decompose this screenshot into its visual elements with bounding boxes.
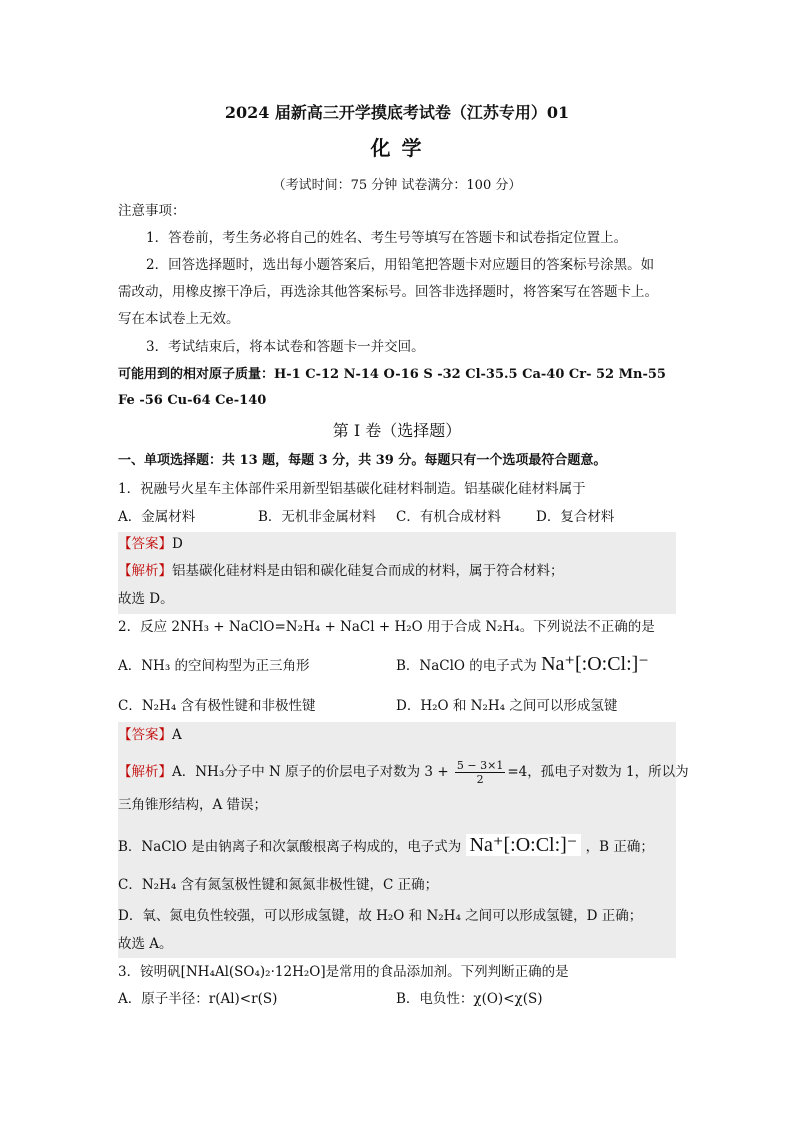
q1-answer: D — [172, 536, 183, 552]
q2-stem-suffix: 。下列说法不正确的是 — [519, 619, 655, 635]
q1-option-a: A．金属材料 — [118, 509, 196, 525]
q2-option-a: A．NH₃ 的空间构型为正三角形 — [118, 658, 310, 674]
q2-product: N₂H₄ — [485, 619, 520, 635]
q1-stem: 1．祝融号火星车主体部件采用新型铝基碳化硅材料制造。铝基碳化硅材料属于 — [118, 481, 586, 497]
q2-stem-prefix: 2．反应 — [118, 619, 172, 635]
q1-conclusion: 故选 D。 — [118, 591, 174, 607]
exam-title: 2024 届新高三开学摸底考试卷（江苏专用）01 — [224, 103, 570, 122]
q2-analysis-c: C．N₂H₄ 含有氮氢极性键和氮氮非极性键，C 正确； — [118, 877, 439, 893]
q2-analysis-a-prefix: A．NH₃分子中 N 原子的价层电子对数为 3 + — [172, 764, 449, 780]
answer-tag: 【答案】 — [118, 727, 172, 743]
q3-stem: 3．铵明矾[NH₄Al(SO₄)₂·12H₂O]是常用的食品添加剂。下列判断正确的是 — [118, 964, 569, 980]
part-title: 一、单项选择题：共 13 题，每题 3 分，共 39 分。每题只有一个选项最符合题意。 — [118, 453, 607, 468]
answer-tag: 【答案】 — [118, 536, 172, 552]
volume-title: 第 I 卷（选择题） — [332, 421, 462, 440]
q2-stem — [118, 618, 655, 636]
q2-analysis-a — [118, 758, 689, 786]
lone-pair-fraction — [455, 759, 505, 786]
naclo-electron-formula-image: Na⁺[:O:Cl:]⁻ — [466, 834, 582, 856]
q1-option-c: C．有机合成材料 — [396, 509, 501, 525]
analysis-tag: 【解析】 — [118, 764, 172, 780]
q2-answer-line — [118, 726, 182, 744]
q2-analysis-b-prefix: B．NaClO 是由钠离子和次氯酸根离子构成的，电子式为 — [118, 839, 462, 855]
subject-title: 化 学 — [370, 136, 424, 160]
q2-answer: A — [172, 727, 182, 743]
note-item-2-line-3: 写在本试卷上无效。 — [118, 311, 240, 327]
exam-time-info: （考试时间：75 分钟 试卷满分：100 分） — [272, 178, 522, 193]
q1-option-b: B．无机非金属材料 — [258, 509, 376, 525]
atomic-masses-line-2: Fe -56 Cu-64 Ce-140 — [118, 393, 267, 408]
notes-heading: 注意事项： — [118, 203, 186, 219]
note-item-3: 3．考试结束后，将本试卷和答题卡一并交回。 — [146, 339, 425, 355]
q2-analysis-b — [118, 834, 654, 859]
q2-equation: 2NH₃ + NaClO=N₂H₄ + NaCl + H₂O — [171, 619, 423, 635]
q2-analysis-b-suffix: ，B 正确； — [585, 839, 654, 855]
q2-option-b-label: B．NaClO 的电子式为 — [396, 658, 537, 674]
q2-conclusion: 故选 A。 — [118, 936, 173, 952]
atomic-masses-line-1: 可能用到的相对原子质量：H-1 C-12 N-14 O-16 S -32 Cl-35.5 Ca-40 Cr- 52 Mn-55 — [118, 367, 666, 382]
q1-answer-line — [118, 535, 183, 553]
q2-option-c: C．N₂H₄ 含有极性键和非极性键 — [118, 698, 316, 714]
q2-analysis-a-line-2: 三角锥形结构，A 错误； — [118, 797, 268, 813]
q1-analysis-line — [118, 562, 564, 580]
note-item-2-line-2: 需改动，用橡皮擦干净后，再选涂其他答案标号。回答非选择题时，将答案写在答题卡上。 — [118, 284, 658, 300]
q3-option-b: B．电负性：χ(O)<χ(S) — [396, 991, 543, 1007]
q2-analysis-d: D．氧、氮电负性较强，可以形成氢键，故 H₂O 和 N₂H₄ 之间可以形成氢键，D 正确； — [118, 908, 643, 924]
fraction-denominator: 2 — [476, 773, 484, 786]
q2-stem-middle: 用于合成 — [422, 619, 486, 635]
naclo-electron-formula: Na⁺[:O:Cl:]⁻ — [541, 653, 649, 675]
q1-option-d: D．复合材料 — [536, 509, 615, 525]
q2-option-d: D．H₂O 和 N₂H₄ 之间可以形成氢键 — [396, 698, 618, 714]
q2-analysis-a-suffix: =4，孤电子对数为 1，所以为 — [507, 764, 689, 780]
q3-option-a: A．原子半径：r(Al)<r(S) — [118, 991, 278, 1007]
q2-option-b — [396, 653, 649, 675]
note-item-2-line-1: 2．回答选择题时，选出每小题答案后，用铅笔把答题卡对应题目的答案标号涂黑。如 — [146, 257, 655, 273]
q1-analysis: 铝基碳化硅材料是由铝和碳化硅复合而成的材料，属于符合材料； — [172, 563, 564, 579]
note-item-1: 1．答卷前，考生务必将自己的姓名、考生号等填写在答题卡和试卷指定位置上。 — [146, 230, 628, 246]
fraction-numerator: 5 − 3×1 — [456, 759, 504, 772]
analysis-tag: 【解析】 — [118, 563, 172, 579]
